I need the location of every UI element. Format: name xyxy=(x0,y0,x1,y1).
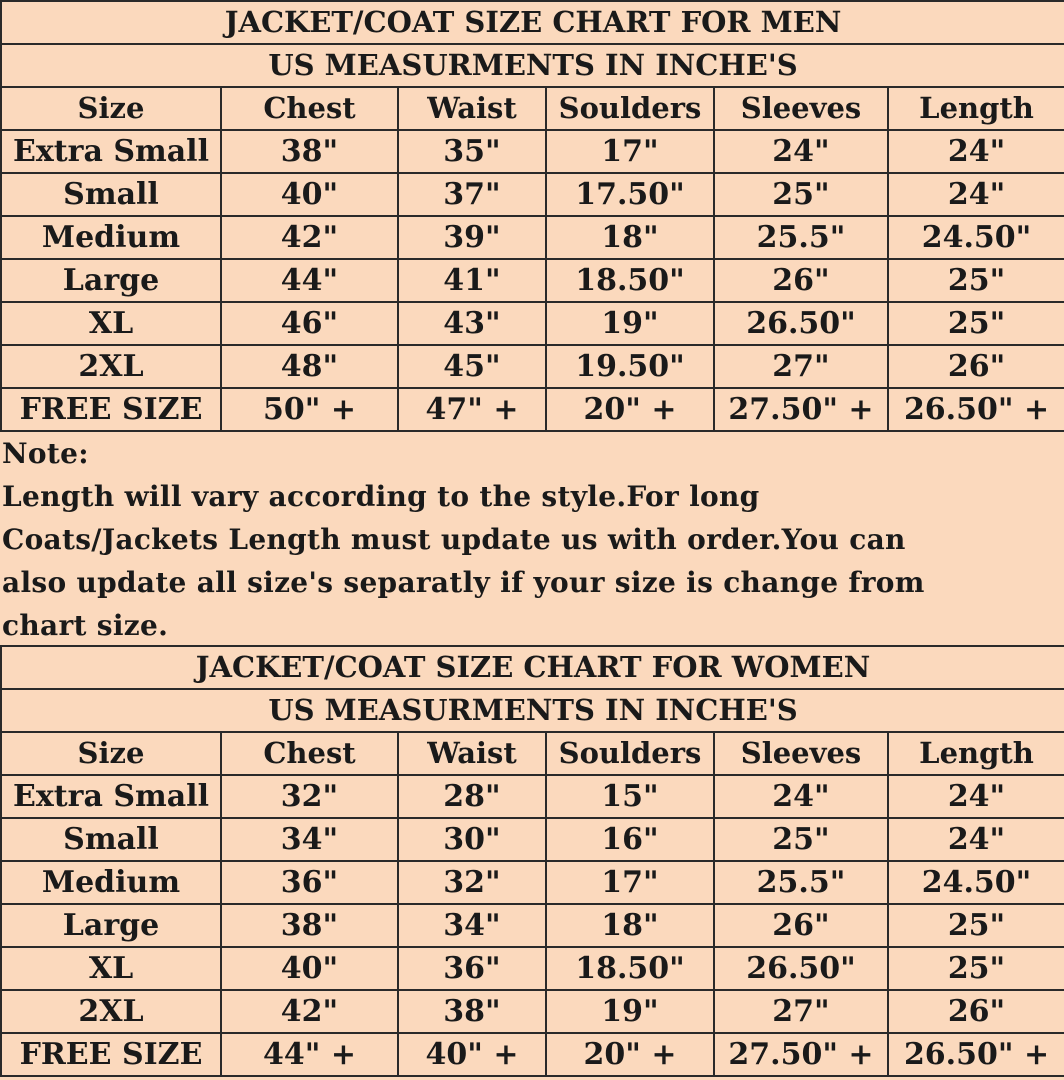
column-header-sleeves: Sleeves xyxy=(714,732,888,775)
cell-waist: 38" xyxy=(398,990,546,1033)
cell-chest: 32" xyxy=(221,775,398,818)
table-row xyxy=(1,173,1064,216)
cell-size: Large xyxy=(1,904,221,947)
cell-waist: 30" xyxy=(398,818,546,861)
column-header-chest: Chest xyxy=(221,87,398,130)
cell-sleeves: 25" xyxy=(714,818,888,861)
column-header-waist: Waist xyxy=(398,732,546,775)
cell-length: 24.50" xyxy=(888,216,1064,259)
table-row xyxy=(1,388,1064,431)
cell-shoulders: 18.50" xyxy=(546,947,714,990)
note-line: Length will vary according to the style.For long xyxy=(2,480,760,513)
cell-sleeves: 25" xyxy=(714,173,888,216)
cell-length: 24" xyxy=(888,173,1064,216)
cell-shoulders: 20" + xyxy=(546,388,714,431)
cell-chest: 44" + xyxy=(221,1033,398,1076)
cell-size: FREE SIZE xyxy=(1,388,221,431)
cell-waist: 43" xyxy=(398,302,546,345)
cell-length: 25" xyxy=(888,904,1064,947)
table-row xyxy=(1,1033,1064,1076)
cell-chest: 36" xyxy=(221,861,398,904)
cell-size: 2XL xyxy=(1,345,221,388)
men-header-row xyxy=(1,87,1064,130)
women-size-chart xyxy=(0,645,1064,1077)
cell-size: XL xyxy=(1,302,221,345)
note-label: Note: xyxy=(2,437,89,470)
table-row xyxy=(1,259,1064,302)
note-line: also update all size's separatly if your size is change from xyxy=(2,566,925,599)
cell-sleeves: 24" xyxy=(714,775,888,818)
cell-chest: 44" xyxy=(221,259,398,302)
cell-size: Small xyxy=(1,173,221,216)
table-row xyxy=(1,990,1064,1033)
cell-chest: 40" xyxy=(221,173,398,216)
cell-shoulders: 20" + xyxy=(546,1033,714,1076)
note-line: chart size. xyxy=(2,609,169,642)
column-header-size: Size xyxy=(1,732,221,775)
cell-shoulders: 19" xyxy=(546,990,714,1033)
column-header-waist: Waist xyxy=(398,87,546,130)
note-line: Coats/Jackets Length must update us with order.You can xyxy=(2,523,906,556)
cell-size: Small xyxy=(1,818,221,861)
cell-size: FREE SIZE xyxy=(1,1033,221,1076)
cell-chest: 42" xyxy=(221,990,398,1033)
cell-sleeves: 27" xyxy=(714,345,888,388)
women-chart-title: JACKET/COAT SIZE CHART FOR WOMEN xyxy=(1,646,1064,689)
cell-length: 24" xyxy=(888,130,1064,173)
table-row xyxy=(1,302,1064,345)
cell-sleeves: 25.5" xyxy=(714,216,888,259)
cell-waist: 41" xyxy=(398,259,546,302)
cell-sleeves: 26.50" xyxy=(714,947,888,990)
cell-sleeves: 25.5" xyxy=(714,861,888,904)
size-note xyxy=(2,432,1062,647)
men-chart-title: JACKET/COAT SIZE CHART FOR MEN xyxy=(1,1,1064,44)
column-header-chest: Chest xyxy=(221,732,398,775)
cell-sleeves: 26.50" xyxy=(714,302,888,345)
cell-size: XL xyxy=(1,947,221,990)
table-row xyxy=(1,775,1064,818)
cell-chest: 34" xyxy=(221,818,398,861)
table-row xyxy=(1,818,1064,861)
cell-sleeves: 26" xyxy=(714,259,888,302)
cell-shoulders: 19" xyxy=(546,302,714,345)
cell-waist: 28" xyxy=(398,775,546,818)
women-header-row xyxy=(1,732,1064,775)
cell-shoulders: 19.50" xyxy=(546,345,714,388)
cell-sleeves: 27.50" + xyxy=(714,388,888,431)
column-header-size: Size xyxy=(1,87,221,130)
table-row xyxy=(1,345,1064,388)
cell-waist: 37" xyxy=(398,173,546,216)
men-chart-subtitle: US MEASURMENTS IN INCHE'S xyxy=(1,44,1064,87)
cell-chest: 46" xyxy=(221,302,398,345)
cell-shoulders: 17.50" xyxy=(546,173,714,216)
column-header-length: Length xyxy=(888,732,1064,775)
cell-chest: 48" xyxy=(221,345,398,388)
cell-waist: 39" xyxy=(398,216,546,259)
cell-shoulders: 15" xyxy=(546,775,714,818)
cell-size: Medium xyxy=(1,861,221,904)
cell-waist: 45" xyxy=(398,345,546,388)
cell-sleeves: 26" xyxy=(714,904,888,947)
cell-length: 25" xyxy=(888,947,1064,990)
cell-length: 26.50" + xyxy=(888,1033,1064,1076)
women-size-table xyxy=(0,645,1064,1077)
cell-length: 26" xyxy=(888,990,1064,1033)
cell-shoulders: 18" xyxy=(546,904,714,947)
cell-sleeves: 27" xyxy=(714,990,888,1033)
cell-length: 26" xyxy=(888,345,1064,388)
table-row xyxy=(1,861,1064,904)
cell-chest: 40" xyxy=(221,947,398,990)
cell-waist: 32" xyxy=(398,861,546,904)
column-header-sleeves: Sleeves xyxy=(714,87,888,130)
column-header-length: Length xyxy=(888,87,1064,130)
cell-length: 25" xyxy=(888,302,1064,345)
cell-length: 24" xyxy=(888,775,1064,818)
cell-shoulders: 18" xyxy=(546,216,714,259)
column-header-shoulders: Soulders xyxy=(546,87,714,130)
cell-shoulders: 17" xyxy=(546,861,714,904)
cell-waist: 47" + xyxy=(398,388,546,431)
cell-length: 24.50" xyxy=(888,861,1064,904)
cell-waist: 35" xyxy=(398,130,546,173)
cell-length: 26.50" + xyxy=(888,388,1064,431)
cell-waist: 34" xyxy=(398,904,546,947)
cell-size: Large xyxy=(1,259,221,302)
cell-shoulders: 17" xyxy=(546,130,714,173)
cell-length: 25" xyxy=(888,259,1064,302)
cell-chest: 38" xyxy=(221,130,398,173)
cell-waist: 36" xyxy=(398,947,546,990)
women-chart-subtitle: US MEASURMENTS IN INCHE'S xyxy=(1,689,1064,732)
cell-waist: 40" + xyxy=(398,1033,546,1076)
cell-size: 2XL xyxy=(1,990,221,1033)
table-row xyxy=(1,130,1064,173)
cell-shoulders: 18.50" xyxy=(546,259,714,302)
cell-chest: 38" xyxy=(221,904,398,947)
men-size-table xyxy=(0,0,1064,432)
cell-size: Extra Small xyxy=(1,130,221,173)
cell-size: Medium xyxy=(1,216,221,259)
cell-sleeves: 24" xyxy=(714,130,888,173)
cell-shoulders: 16" xyxy=(546,818,714,861)
table-row xyxy=(1,216,1064,259)
cell-size: Extra Small xyxy=(1,775,221,818)
cell-length: 24" xyxy=(888,818,1064,861)
cell-sleeves: 27.50" + xyxy=(714,1033,888,1076)
men-size-chart xyxy=(0,0,1064,432)
table-row xyxy=(1,947,1064,990)
cell-chest: 42" xyxy=(221,216,398,259)
table-row xyxy=(1,904,1064,947)
cell-chest: 50" + xyxy=(221,388,398,431)
column-header-shoulders: Soulders xyxy=(546,732,714,775)
